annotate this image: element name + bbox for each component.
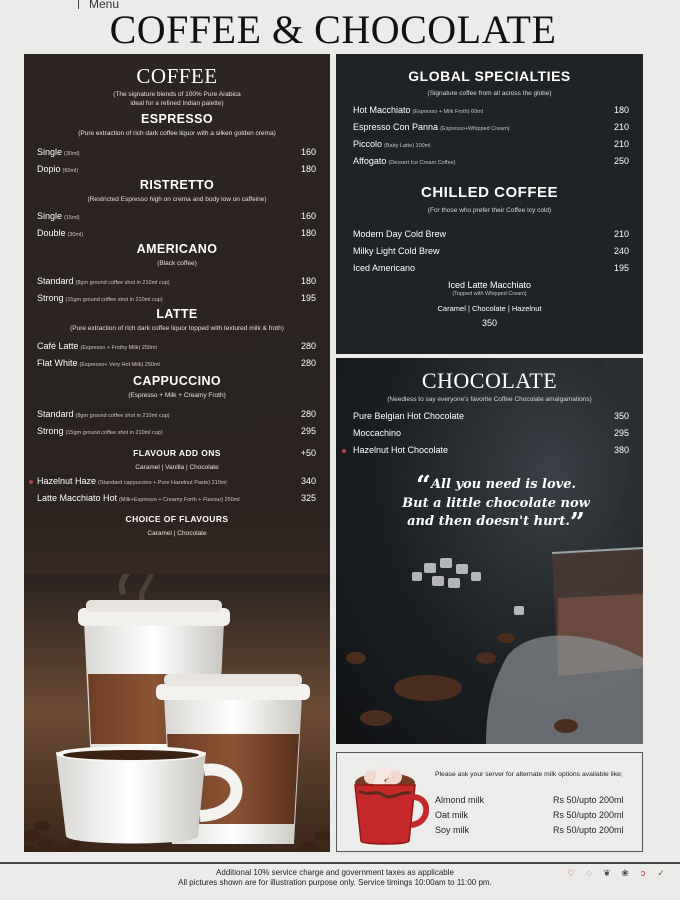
flavour-addons-price: +50 — [300, 448, 316, 458]
ristretto-heading: RISTRETTO — [139, 178, 215, 192]
special-dot-icon — [29, 480, 33, 484]
open-quote-icon: “ — [415, 471, 431, 501]
page-title: COFFEE & CHOCOLATE — [109, 7, 557, 52]
cappuccino-heading: CAPPUCCINO — [132, 374, 222, 388]
menu-item: Standard (8gm ground coffee shot in 210ml cup) 180 — [37, 276, 316, 286]
iced-latte-name: Iced Latte Macchiato — [447, 280, 532, 290]
choice-flavours-heading: CHOICE OF FLAVOURS — [125, 514, 229, 524]
menu-item: Hot Macchiato (Espresso + Milk Froth) 60ml 180 — [353, 105, 629, 115]
iced-latte-price: 350 — [481, 318, 498, 328]
iced-latte-options: Caramel | Chocolate | Hazelnut — [437, 304, 542, 313]
flavour-addons-options: Caramel | Vanilla | Chocolate — [135, 464, 219, 471]
milk-options-box — [336, 752, 643, 852]
coffee-cups-image — [24, 574, 330, 852]
menu-label: Menu — [89, 0, 120, 11]
latte-desc: (Pure extraction of rich dark coffee liquor topped with textured milk & froth) — [70, 325, 284, 332]
chilled-coffee-subtitle: (For those who prefer their Coffee Icy cold) — [427, 207, 552, 214]
menu-item: Piccolo (Baby Latte) 100ml 210 — [353, 139, 629, 149]
cappuccino-desc: (Espresso + Milk + Creamy Froth) — [128, 392, 226, 399]
special-dot-icon — [342, 449, 346, 453]
chocolate-title: CHOCOLATE — [421, 368, 558, 393]
espresso-desc: (Pure extraction of rich dark coffee liquor with a silken golden crema) — [78, 130, 276, 137]
close-quote-icon: ” — [569, 508, 585, 538]
menu-item: Hazelnut Hot Chocolate 380 — [336, 442, 643, 459]
chocolate-quote: “All you need is love. But a little chocolate now and then doesn't hurt.” — [402, 471, 590, 538]
menu-item: Hazelnut Haze (Standard cappuccino + Pure Hazelnut Paste) 210ml 340 — [24, 473, 330, 490]
footer — [120, 868, 550, 888]
coffee-title: COFFEE — [136, 64, 218, 88]
espresso-heading: ESPRESSO — [141, 112, 213, 126]
menu-item: Milky Light Cold Brew 240 — [353, 246, 629, 256]
footer-line-1: Additional 10% service charge and government taxes as applicable — [216, 868, 454, 877]
menu-item: Single (30ml) 160 — [37, 147, 316, 157]
milk-option: Almond milk Rs 50/upto 200ml — [435, 795, 624, 805]
footer-divider — [0, 862, 680, 864]
global-specialties-subtitle: (Signature coffee from all across the globe) — [427, 90, 552, 97]
cup-icon: ◌ — [586, 868, 592, 878]
spicy-icon: ↄ — [640, 868, 646, 878]
menu-item: Double (30ml) 180 — [37, 228, 316, 238]
menu-item: Pure Belgian Hot Chocolate 350 — [353, 411, 629, 421]
chocolate-subtitle: (Needless to say everyone's favorite Coffee Chocolate amalgamations) — [387, 396, 592, 403]
menu-item: Iced Americano 195 — [353, 263, 629, 273]
global-specialties-title: GLOBAL SPECIALTIES — [408, 68, 571, 84]
milk-option: Oat milk Rs 50/upto 200ml — [435, 810, 624, 820]
coffee-subtitle-1: (The signature blends of 100% Pure Arabica — [113, 91, 241, 98]
menu-item: Strong (15gm ground coffee shot in 210ml cup) 195 — [37, 293, 316, 303]
americano-desc: (Black coffee) — [157, 260, 197, 267]
diet-legend — [562, 868, 672, 888]
milk-option: Soy milk Rs 50/upto 200ml — [435, 825, 624, 835]
menu-item: Moccachino 295 — [353, 428, 629, 438]
menu-item: Single (15ml) 160 — [37, 211, 316, 221]
heart-icon: ♡ — [566, 868, 576, 878]
vegan-check-icon: ✓ — [657, 868, 665, 878]
americano-heading: AMERICANO — [136, 242, 218, 256]
menu-item: Flat White (Espresso+ Very Hot Milk) 250ml 280 — [37, 358, 316, 368]
menu-item: Affogato (Dessert Ice Cream Coffee) 250 — [353, 156, 629, 166]
menu-item: Latte Macchiato Hot (Milk+Espresso + Creamy Forth + Flavour) 250ml 325 — [37, 493, 316, 503]
coffee-subtitle-2: ideal for a refined Indian palette) — [130, 100, 224, 107]
ristretto-desc: (Restricted Espresso high on crema and body low on caffeine) — [87, 196, 267, 203]
menu-item: Café Latte (Espresso + Frothy Milk) 250ml 280 — [37, 341, 316, 351]
chilled-coffee-title: CHILLED COFFEE — [421, 184, 558, 201]
global-chilled-panel — [336, 54, 643, 354]
gluten-free-icon: ❀ — [621, 868, 629, 878]
menu-item: Strong (15gm ground coffee shot in 210ml cup) 295 — [37, 426, 316, 436]
chocolate-panel — [336, 358, 643, 744]
menu-item: Modern Day Cold Brew 210 — [353, 229, 629, 239]
hot-chocolate-mug-icon — [349, 763, 429, 847]
milk-note: Please ask your server for alternate milk options available like; — [435, 771, 623, 778]
flavour-addons-heading: FLAVOUR ADD ONS — [133, 448, 221, 458]
iced-latte-note: (Topped with Whipped Cream) — [452, 291, 527, 297]
menu-item: Espresso Con Panna (Espresso+Whipped Cream) 210 — [353, 122, 629, 132]
choice-flavours-options: Caramel | Chocolate — [147, 530, 207, 537]
coffee-panel — [24, 54, 330, 852]
footer-line-2: All pictures shown are for illustration purpose only. Service timings 10:00am to 11:00 pm. — [178, 878, 492, 887]
leaf-icon: ❦ — [603, 868, 611, 878]
latte-heading: LATTE — [156, 307, 198, 321]
menu-item: Standard (8gm ground coffee shot in 210ml cup) 280 — [37, 409, 316, 419]
menu-item: Dopio (60ml) 180 — [37, 164, 316, 174]
